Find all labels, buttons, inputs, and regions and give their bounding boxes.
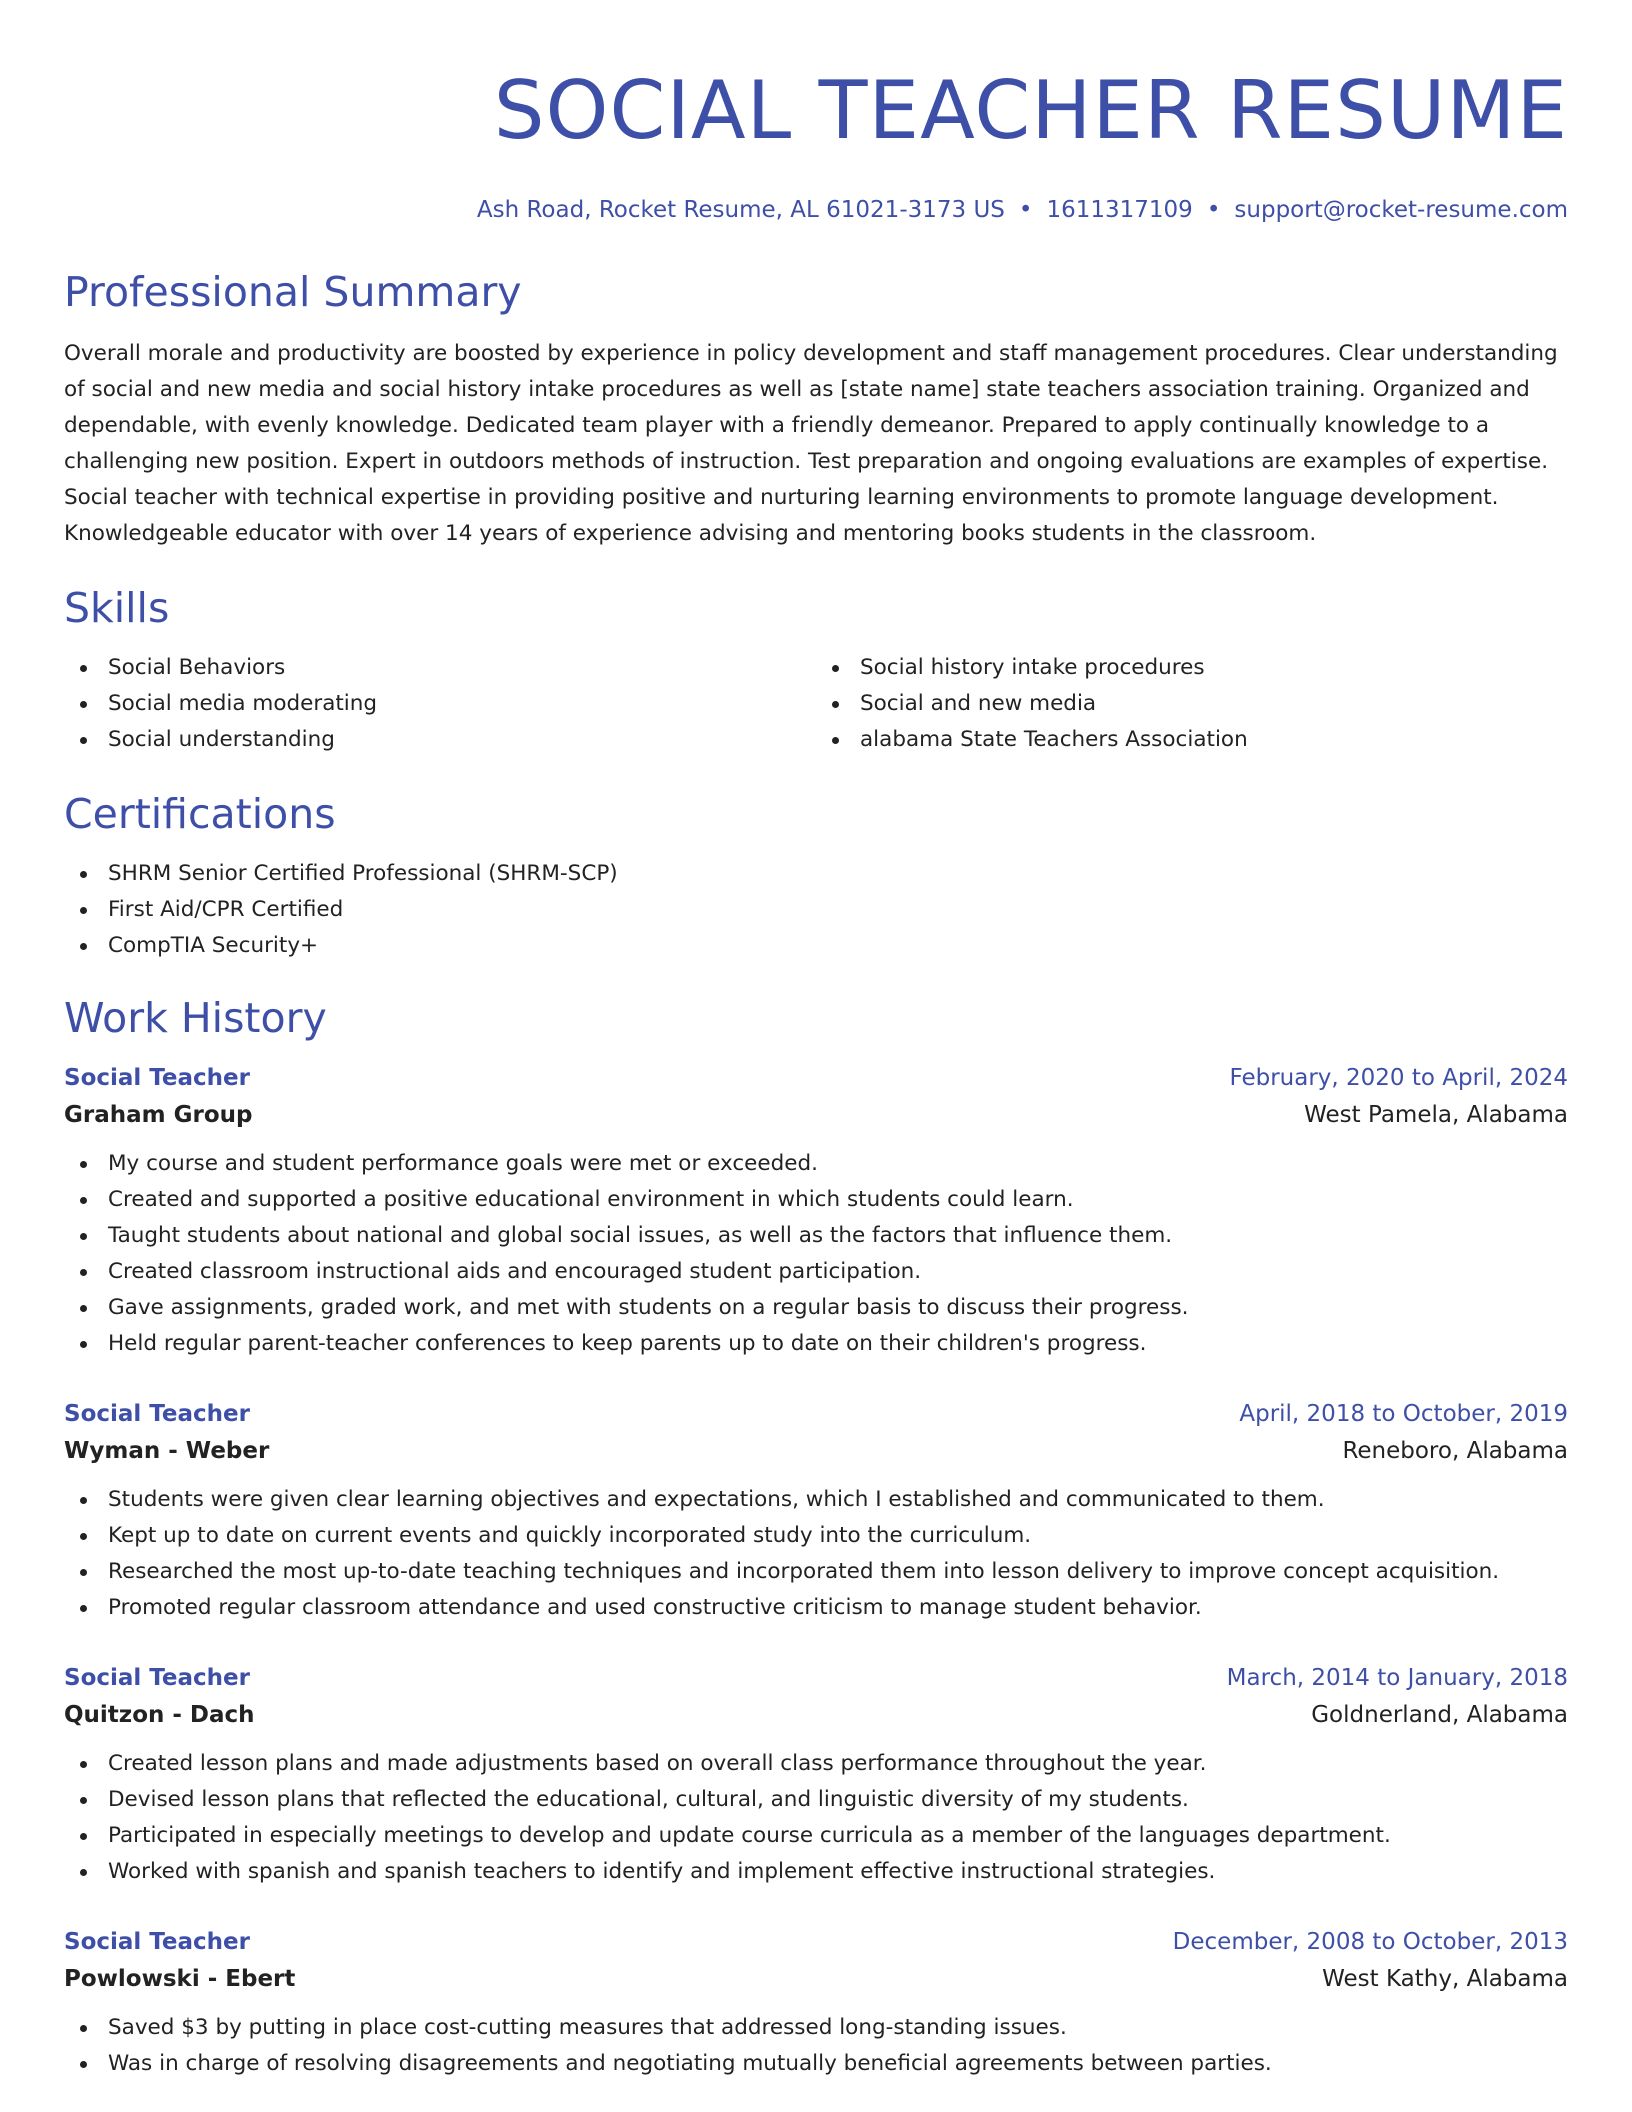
job-bullets xyxy=(64,1482,1568,1626)
job-bullet: Held regular parent-teacher conferences to keep parents up to date on their children's progress. xyxy=(64,1326,1568,1362)
job-company-row xyxy=(64,1096,1568,1134)
certification-item: SHRM Senior Certified Professional (SHRM-SCP) xyxy=(64,856,1568,892)
contact-separator: • xyxy=(1206,197,1221,223)
job-bullet: Created classroom instructional aids and encouraged student participation. xyxy=(64,1254,1568,1290)
job-company-row xyxy=(64,1432,1568,1470)
job-title: Social Teacher xyxy=(64,1929,250,1955)
skill-item: Social Behaviors xyxy=(64,650,816,686)
job-bullet: Worked with spanish and spanish teachers to identify and implement effective instructional strategies. xyxy=(64,1854,1568,1890)
job-dates: April, 2018 to October, 2019 xyxy=(1239,1401,1568,1427)
job-header-row xyxy=(64,1060,1568,1096)
skills-columns xyxy=(64,650,1568,758)
job-header-row xyxy=(64,1924,1568,1960)
job-bullet: Devised lesson plans that reflected the educational, cultural, and linguistic diversity of my students. xyxy=(64,1782,1568,1818)
job-location: West Pamela, Alabama xyxy=(1304,1102,1568,1128)
resume-name: SOCIAL TEACHER RESUME xyxy=(493,64,1568,157)
certifications-heading: Certifications xyxy=(64,790,336,838)
job-entry xyxy=(64,1396,1568,1626)
job-bullet: Taught students about national and global social issues, as well as the factors that influence them. xyxy=(64,1218,1568,1254)
job-company: Graham Group xyxy=(64,1102,253,1128)
contact-phone: 1611317109 xyxy=(1046,197,1193,223)
skills-list-right xyxy=(816,650,1568,758)
skill-item: Social understanding xyxy=(64,722,816,758)
job-title: Social Teacher xyxy=(64,1401,250,1427)
job-location: Goldnerland, Alabama xyxy=(1311,1702,1568,1728)
job-bullet: Gave assignments, graded work, and met with students on a regular basis to discuss their progress. xyxy=(64,1290,1568,1326)
skills-heading: Skills xyxy=(64,584,170,632)
job-dates: December, 2008 to October, 2013 xyxy=(1172,1929,1568,1955)
skill-item: Social and new media xyxy=(816,686,1568,722)
job-bullet: Participated in especially meetings to develop and update course curricula as a member of the languages department. xyxy=(64,1818,1568,1854)
job-bullet: Kept up to date on current events and quickly incorporated study into the curriculum. xyxy=(64,1518,1568,1554)
job-bullet: Created and supported a positive educational environment in which students could learn. xyxy=(64,1182,1568,1218)
job-title: Social Teacher xyxy=(64,1665,250,1691)
contact-line xyxy=(64,194,1568,226)
job-bullet: Promoted regular classroom attendance and used constructive criticism to manage student behavior. xyxy=(64,1590,1568,1626)
job-bullets xyxy=(64,1746,1568,1890)
contact-email: support@rocket-resume.com xyxy=(1234,197,1568,223)
skill-item: Social media moderating xyxy=(64,686,816,722)
contact-address: Ash Road, Rocket Resume, AL 61021-3173 US xyxy=(476,197,1005,223)
certification-item: First Aid/CPR Certified xyxy=(64,892,1568,928)
work-history-heading: Work History xyxy=(64,994,327,1042)
job-company: Wyman - Weber xyxy=(64,1438,270,1464)
job-bullets xyxy=(64,1146,1568,1362)
skill-item: Social history intake procedures xyxy=(816,650,1568,686)
job-bullet: My course and student performance goals were met or exceeded. xyxy=(64,1146,1568,1182)
job-bullet: Created lesson plans and made adjustments based on overall class performance throughout the year. xyxy=(64,1746,1568,1782)
job-entry xyxy=(64,1924,1568,2082)
skill-item: alabama State Teachers Association xyxy=(816,722,1568,758)
job-bullet: Was in charge of resolving disagreements and negotiating mutually beneficial agreements between parties. xyxy=(64,2046,1568,2082)
job-company: Quitzon - Dach xyxy=(64,1702,255,1728)
job-entry xyxy=(64,1660,1568,1890)
job-company-row xyxy=(64,1696,1568,1734)
summary-text: Overall morale and productivity are boosted by experience in policy development and staff management procedures. Clear understanding of social and new media and social history intake procedures as well as [state name] state teachers association training. Organized and dependable, with evenly knowledge. Dedicated team player with a friendly demeanor. Prepared to apply continually knowledge to a challenging new position. Expert in outdoors methods of instruction. Test preparation and ongoing evaluations are examples of expertise. Social teacher with technical expertise in providing positive and nurturing learning environments to promote language development. Knowledgeable educator with over 14 years of experience advising and mentoring books students in the classroom. xyxy=(64,341,1558,546)
summary-heading: Professional Summary xyxy=(64,268,522,316)
job-bullet: Students were given clear learning objectives and expectations, which I established and communicated to them. xyxy=(64,1482,1568,1518)
job-entry xyxy=(64,1060,1568,1362)
job-bullets xyxy=(64,2010,1568,2082)
skills-list-left xyxy=(64,650,816,758)
job-bullet: Researched the most up-to-date teaching techniques and incorporated them into lesson delivery to improve concept acquisition. xyxy=(64,1554,1568,1590)
job-title: Social Teacher xyxy=(64,1065,250,1091)
job-location: Reneboro, Alabama xyxy=(1342,1438,1568,1464)
job-dates: February, 2020 to April, 2024 xyxy=(1229,1065,1568,1091)
job-location: West Kathy, Alabama xyxy=(1322,1966,1568,1992)
certifications-list xyxy=(64,856,1568,964)
job-dates: March, 2014 to January, 2018 xyxy=(1226,1665,1568,1691)
job-header-row xyxy=(64,1660,1568,1696)
contact-separator: • xyxy=(1018,197,1033,223)
job-company: Powlowski - Ebert xyxy=(64,1966,296,1992)
certification-item: CompTIA Security+ xyxy=(64,928,1568,964)
job-bullet: Saved $3 by putting in place cost-cutting measures that addressed long-standing issues. xyxy=(64,2010,1568,2046)
job-header-row xyxy=(64,1396,1568,1432)
job-company-row xyxy=(64,1960,1568,1998)
